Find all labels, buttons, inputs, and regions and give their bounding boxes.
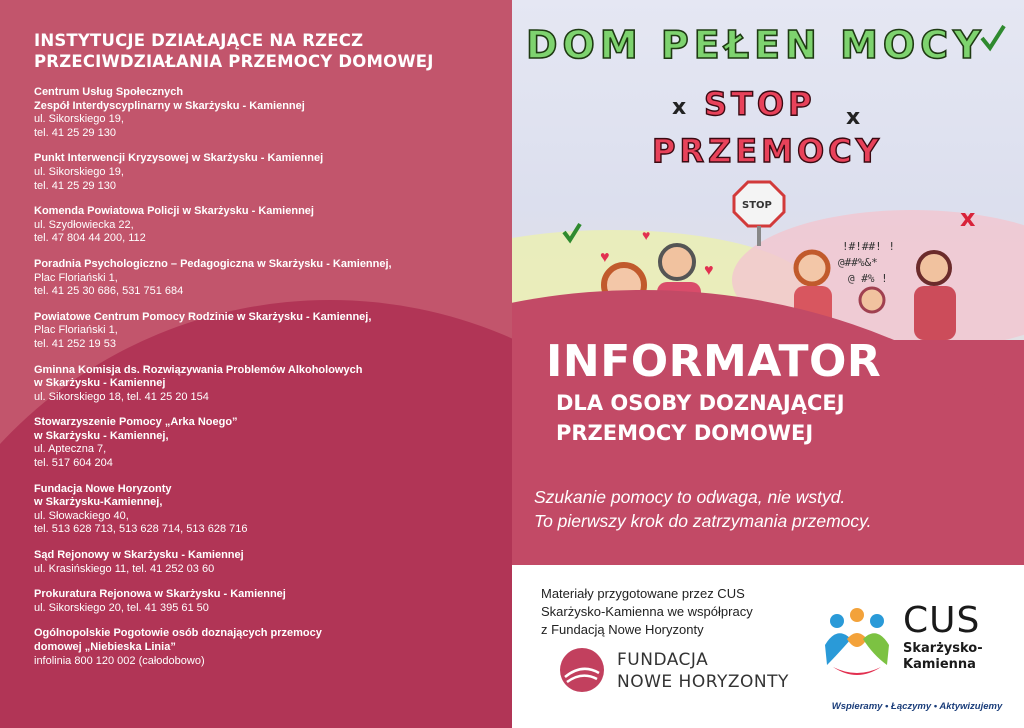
institution-entry <box>34 311 492 352</box>
institution-detail: ul. Słowackiego 40, <box>34 509 129 522</box>
institution-detail: tel. 41 252 19 53 <box>34 337 116 350</box>
fundacja-name-2: NOWE HORYZONTY <box>617 672 789 692</box>
institution-detail: tel. 41 25 30 686, 531 751 684 <box>34 285 184 298</box>
institution-name: Prokuratura Rejonowa w Skarżysku - Kamiennej <box>34 588 286 601</box>
angry-father-figure <box>918 252 950 284</box>
cus-name: CUS <box>903 600 981 641</box>
curse-symbols: @ #% ! <box>848 272 888 285</box>
angry-father-body <box>914 286 956 340</box>
cus-city <box>903 641 983 673</box>
cover-subtitle-2: PRZEMOCY DOMOWEJ <box>556 421 814 445</box>
institution-name: Centrum Usług Społecznych <box>34 86 184 98</box>
cross-icon: x <box>672 95 687 120</box>
institution-name: Sąd Rejonowy w Skarżysku - Kamiennej <box>34 549 244 562</box>
institution-detail: Plac Floriański 1, <box>34 324 118 337</box>
cover-subtitle-1: DLA OSOBY DOZNAJĄCEJ <box>556 391 845 415</box>
heart-icon: ♥ <box>600 249 610 266</box>
institution-entry <box>34 549 492 576</box>
institution-detail: ul. Sikorskiego 20, tel. 41 395 61 50 <box>34 601 209 614</box>
slogan-line-2: To pierwszy krok do zatrzymania przemocy. <box>534 511 872 531</box>
institution-detail: tel. 47 804 44 200, 112 <box>34 232 146 245</box>
credits-box <box>512 565 1024 728</box>
institution-name: Punkt Interwencji Kryzysowej w Skarżysku - Kamiennej <box>34 152 324 165</box>
curse-symbols: !#!##! ! <box>842 240 895 253</box>
institutions-list <box>34 86 492 668</box>
cross-icon: x <box>846 105 861 130</box>
credits-line-3: z Fundacją Nowe Horyzonty <box>541 622 704 637</box>
cover-title-block <box>532 336 1012 448</box>
cus-city-2: Kamienna <box>903 657 976 672</box>
institution-detail: tel. 41 25 29 130 <box>34 126 116 139</box>
child-drawing <box>512 0 1024 340</box>
institution-name: Stowarzyszenie Pomocy „Arka Noego” <box>34 416 238 429</box>
institution-name: Powiatowe Centrum Pomocy Rodzinie w Skarżysku - Kamiennej, <box>34 310 372 323</box>
credits-text <box>541 585 811 639</box>
credits-line-1: Materiały przygotowane przez CUS <box>541 586 745 601</box>
credits-line-2: Skarżysko-Kamienna we współpracy <box>541 604 753 619</box>
institution-name: Komenda Powiatowa Policji w Skarżysku - Kamiennej <box>34 205 314 218</box>
institution-entry <box>34 258 492 299</box>
cover-title: INFORMATOR <box>546 336 882 387</box>
curse-symbols: @##%&* <box>838 256 878 269</box>
drawing-stop-text: STOP <box>704 85 816 123</box>
fundacja-logo <box>559 643 799 703</box>
drawing-title-1: DOM PEŁEN MOCY <box>526 23 986 67</box>
stop-sign-text: STOP <box>742 200 772 211</box>
institution-name: w Skarżysku-Kamiennej, <box>34 496 163 509</box>
sad-child-figure <box>860 288 884 312</box>
institution-detail: ul. Sikorskiego 18, tel. 41 25 20 154 <box>34 390 209 403</box>
institution-name: Ogólnopolskie Pogotowie osób doznających przemocy <box>34 627 322 640</box>
institution-entry <box>34 86 492 140</box>
heading-text: INSTYTUCJE DZIAŁAJĄCE NA RZECZ PRZECIWDZIAŁANIA PRZEMOCY DOMOWEJ <box>34 31 434 71</box>
father-figure <box>660 245 694 279</box>
institution-entry <box>34 152 492 193</box>
sign-pole <box>757 226 761 246</box>
institution-entry <box>34 588 492 615</box>
institution-detail: ul. Szydłowiecka 22, <box>34 218 134 231</box>
institutions-content <box>34 30 492 680</box>
institution-entry <box>34 627 492 668</box>
fundacja-logo-icon <box>559 647 605 693</box>
institution-name: Gminna Komisja ds. Rozwiązywania Problemów Alkoholowych <box>34 363 363 376</box>
institution-detail: infolinia 800 120 002 (całodobowo) <box>34 654 205 667</box>
institutions-heading <box>34 30 492 72</box>
institution-detail: tel. 517 604 204 <box>34 457 113 470</box>
institution-name: w Skarżysku - Kamiennej <box>34 377 166 390</box>
slogan-line-1: Szukanie pomocy to odwaga, nie wstyd. <box>534 487 846 507</box>
institution-detail: ul. Apteczna 7, <box>34 443 107 456</box>
institution-name: Zespół Interdyscyplinarny w Skarżysku - Kamiennej <box>34 99 305 112</box>
institution-detail: ul. Sikorskiego 19, <box>34 113 124 126</box>
institution-name: Poradnia Psychologiczno – Pedagogiczna w Skarżysku - Kamiennej, <box>34 257 392 270</box>
cover-slogan <box>534 485 1014 533</box>
cus-logo-icon <box>817 605 897 685</box>
cus-city-1: Skarżysko- <box>903 641 983 656</box>
drawing-illustration <box>512 0 1024 340</box>
institution-entry <box>34 483 492 537</box>
institution-entry <box>34 205 492 246</box>
institution-name: Fundacja Nowe Horyzonty <box>34 482 172 495</box>
fundacja-name <box>617 649 789 693</box>
cover-panel <box>512 0 1024 728</box>
cus-logo <box>817 601 1017 721</box>
institution-detail: ul. Krasińskiego 11, tel. 41 252 03 60 <box>34 562 215 575</box>
cus-motto: Wspieramy • Łączymy • Aktywizujemy <box>831 701 1003 712</box>
fundacja-name-1: FUNDACJA <box>617 650 709 670</box>
institution-name: domowej „Niebieska Linia” <box>34 641 176 653</box>
cross-icon: x <box>960 204 976 232</box>
heart-icon: ♥ <box>704 262 714 279</box>
institution-name: w Skarżysku - Kamiennej, <box>34 429 169 442</box>
drawing-przemocy-text: PRZEMOCY <box>652 132 883 170</box>
institution-entry <box>34 364 492 405</box>
institution-detail: tel. 513 628 713, 513 628 714, 513 628 716 <box>34 523 248 536</box>
institution-detail: ul. Sikorskiego 19, <box>34 165 124 178</box>
heart-icon: ♥ <box>642 227 651 243</box>
institution-detail: tel. 41 25 29 130 <box>34 179 116 192</box>
institution-detail: Plac Floriański 1, <box>34 271 118 284</box>
institution-entry <box>34 416 492 470</box>
sad-mother-figure <box>796 252 828 284</box>
